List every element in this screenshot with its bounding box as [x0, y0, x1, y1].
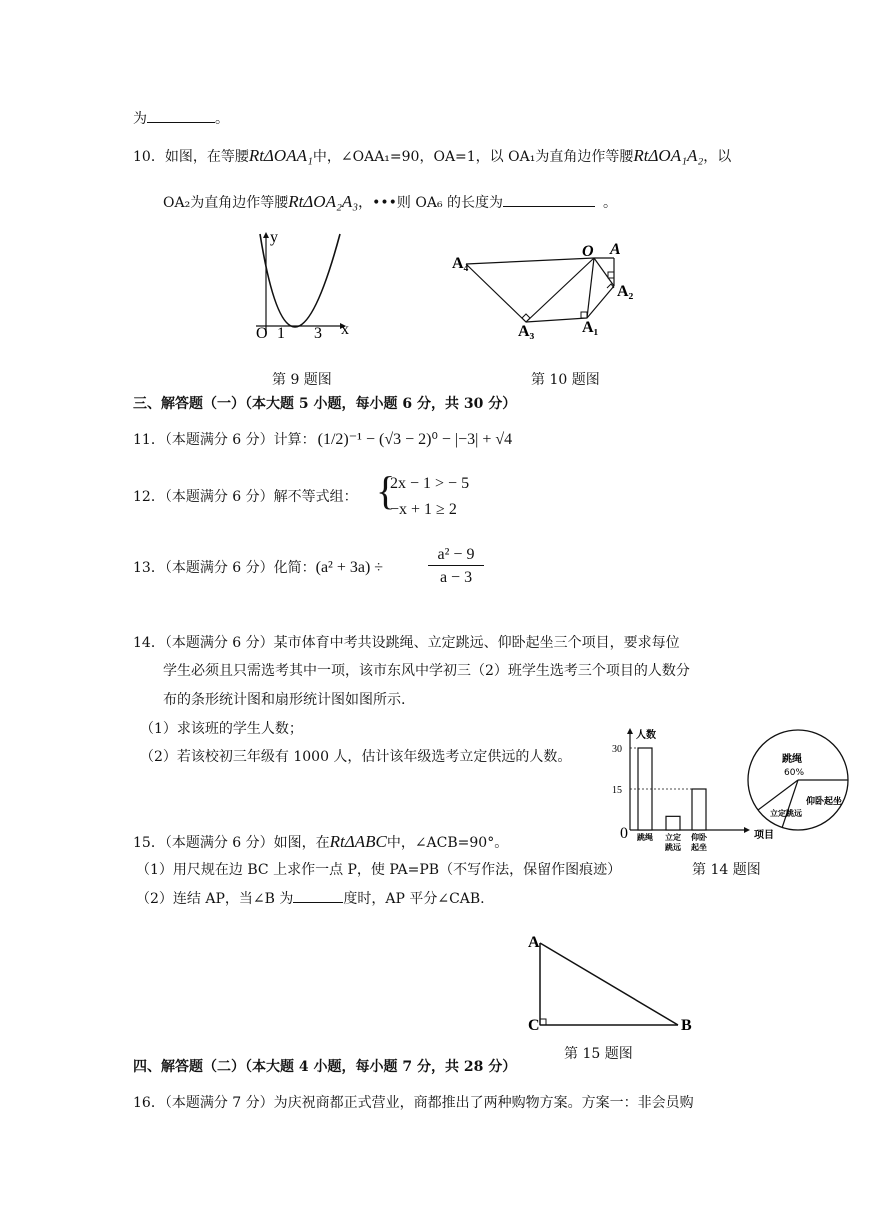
q12-text: 12．（本题满分 6 分）解不等式组： [133, 489, 358, 505]
q13-denominator: a − 3 [439, 569, 473, 586]
bar-origin: 0 [620, 825, 628, 842]
fig15-label-c: C [528, 1017, 540, 1034]
bar-xlabel: 项目 [754, 830, 774, 841]
fig9-tick-3: 3 [314, 325, 322, 342]
fig9-origin-label: O [256, 325, 268, 342]
figure-14-pie-chart [746, 728, 852, 834]
q10-line2: OA₂为直角边作等腰RtΔOA₂A₃，•••则 OA₆ 的长度为 。 [163, 192, 618, 211]
q12-brace: { [376, 468, 396, 513]
pie-label-jump: 立定跳远 [770, 809, 802, 818]
figure-9-parabola [248, 230, 368, 340]
q13-numerator: a² − 9 [428, 545, 484, 566]
figure-15-triangle [528, 935, 718, 1035]
q13-left: (a² + 3a) ÷ [315, 559, 384, 576]
q16-line1: 16．（本题满分 7 分）为庆祝商都正式营业，商都推出了两种购物方案。方案一：非会员购 [133, 1095, 694, 1111]
fig10-label-a1: A₁ [582, 319, 599, 336]
q12-inequality-1: 2x − 1 > − 5 [390, 475, 470, 492]
answer-blank[interactable] [147, 108, 215, 123]
fig9-y-label: y [270, 229, 278, 246]
fig9-x-label: x [341, 321, 349, 338]
figure-10-triangles [452, 241, 652, 340]
fig10-label-o: O [582, 243, 594, 260]
bar-3 [692, 789, 706, 830]
bar-tick-label: 30 [612, 744, 622, 755]
bar-2 [666, 816, 680, 830]
q9-tail: 为 。 [133, 108, 229, 129]
figure-15-caption: 第 15 题图 [564, 1046, 633, 1062]
bar-tick-label: 15 [612, 785, 622, 796]
pie-label-situp: 仰卧起坐 [806, 797, 843, 807]
fig9-tick-1: 1 [277, 325, 285, 342]
fig10-label-a2: A₂ [617, 283, 634, 300]
pie-label-rope-pct: 60% [784, 768, 805, 778]
q10-line1: 10．如图，在等腰RtΔOAA₁中，∠OAA₁=90，OA=1，以 OA₁为直角边作等腰RtΔOA₁A₂，以 [133, 146, 732, 165]
fig10-label-a: A [610, 241, 621, 258]
pie-slice-edge [758, 780, 798, 810]
q15-sub1: （1）用尺规在边 BC 上求作一点 P，使 PA=PB（不写作法，保留作图痕迹） [136, 862, 622, 878]
answer-blank[interactable] [293, 888, 343, 903]
figure-14-caption: 第 14 题图 [692, 862, 761, 878]
q11-expression: (1/2)⁻¹ − (√3 − 2)⁰ − |−3| + √4 [317, 431, 513, 448]
fig10-label-a3: A₃ [518, 323, 535, 340]
fig15-label-b: B [681, 1017, 692, 1034]
q14-sub1: （1）求该班的学生人数； [140, 721, 303, 737]
q14-line1: 14．（本题满分 6 分）某市体育中考共设跳绳、立定跳远、仰卧起坐三个项目，要求每位 [133, 635, 680, 651]
q15-sub2: （2）连结 AP，当∠B 为 度时，AP 平分∠CAB. [136, 888, 485, 909]
pie-slice-edge [782, 780, 798, 828]
bar-category-label: 跳远 [665, 843, 681, 852]
figure-10-caption: 第 10 题图 [531, 372, 600, 388]
bar-1 [638, 748, 652, 830]
bar-category-label: 仰卧 [691, 833, 707, 842]
bar-ylabel: 人数 [636, 730, 656, 741]
fig10-label-a4: A₄ [452, 255, 469, 272]
bar-category-label: 跳绳 [637, 833, 653, 842]
pie-label-rope: 跳绳 [782, 754, 802, 765]
bar-category-label: 起坐 [691, 843, 707, 852]
q15-line1: 15．（本题满分 6 分）如图，在RtΔABC中，∠ACB=90°。 [133, 832, 509, 851]
fig15-label-a: A [528, 934, 540, 951]
figure-9-caption: 第 9 题图 [272, 372, 332, 388]
section-3-heading: 三、解答题（一）（本大题 5 小题，每小题 6 分，共 30 分） [133, 396, 517, 412]
answer-blank[interactable] [503, 192, 595, 207]
q14-sub2: （2）若该校初三年级有 1000 人，估计该年级选考立定供远的人数。 [140, 749, 572, 765]
bar-category-label: 立定 [665, 833, 681, 842]
q14-line2: 学生必须且只需选考其中一项，该市东风中学初三（2）班学生选考三个项目的人数分 [163, 663, 690, 679]
q12-inequality-2: −x + 1 ≥ 2 [390, 501, 457, 518]
q13: 13．（本题满分 6 分）化简：(a² + 3a) ÷ [133, 559, 384, 576]
q11: 11．（本题满分 6 分）计算： (1/2)⁻¹ − (√3 − 2)⁰ − |−3| + √4 [133, 431, 513, 448]
section-4-heading: 四、解答题（二）（本大题 4 小题，每小题 7 分，共 28 分） [133, 1059, 517, 1075]
q14-line3: 布的条形统计图和扇形统计图如图所示. [163, 692, 406, 708]
